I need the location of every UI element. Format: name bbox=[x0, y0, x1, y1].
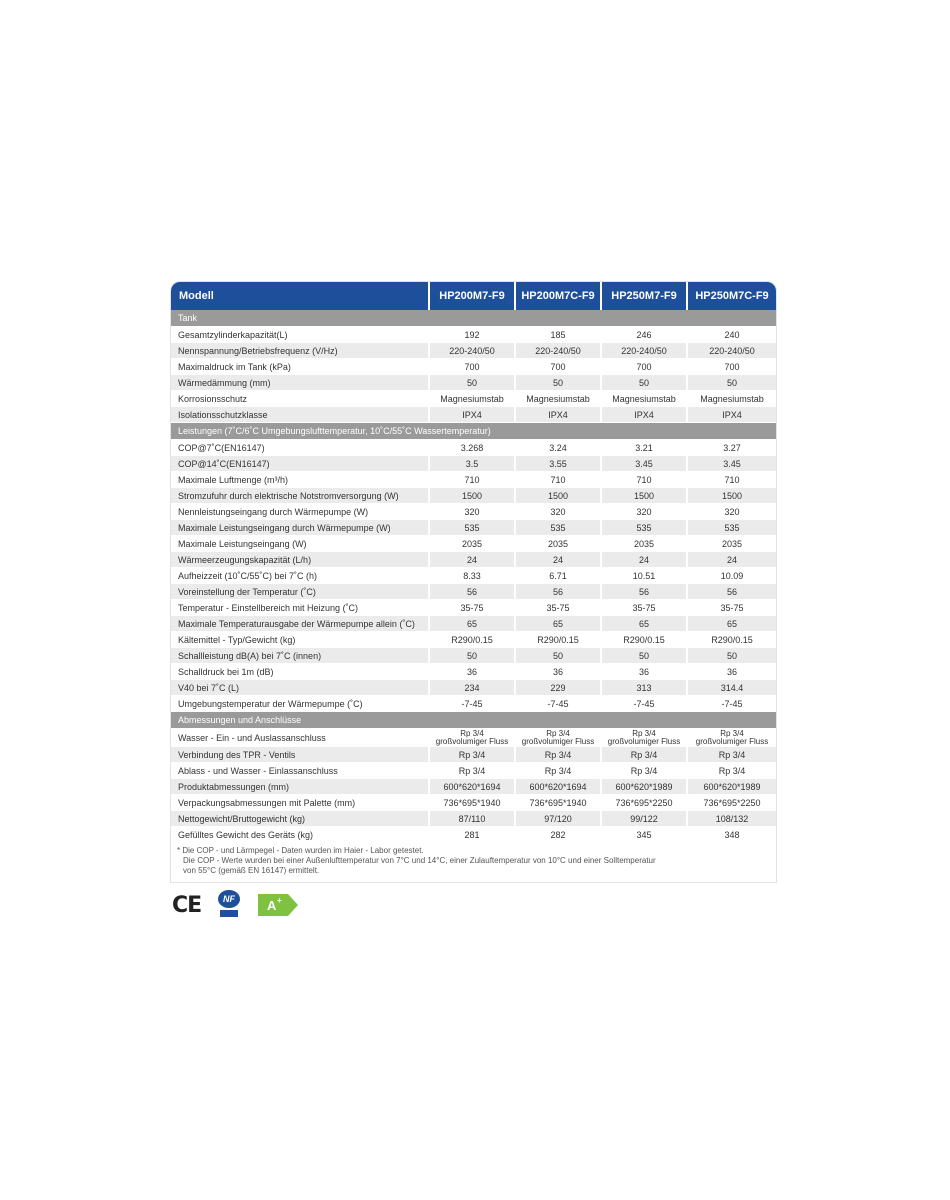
row-value: 710 bbox=[687, 472, 776, 488]
row-value: 320 bbox=[429, 504, 515, 520]
section-header-row bbox=[171, 712, 776, 729]
row-label: Wärmeerzeugungskapazität (L/h) bbox=[171, 552, 429, 568]
row-value: 535 bbox=[429, 520, 515, 536]
row-value: 36 bbox=[687, 664, 776, 680]
row-value: 192 bbox=[429, 327, 515, 343]
footnote-line-2: Die COP - Werte wurden bei einer Außenlufttemperatur von 7°C und 14°C, einer Zulauftemperatur von 10°C und einer Solltemperatur bbox=[183, 856, 656, 865]
row-value: 56 bbox=[429, 584, 515, 600]
row-value: -7-45 bbox=[687, 696, 776, 712]
row-value: 320 bbox=[515, 504, 601, 520]
table-row bbox=[171, 472, 776, 488]
table-row bbox=[171, 488, 776, 504]
row-value: 535 bbox=[515, 520, 601, 536]
row-value: 282 bbox=[515, 827, 601, 843]
row-value: 24 bbox=[515, 552, 601, 568]
section-title: Leistungen (7˚C/6˚C Umgebungslufttemperatur, 10˚C/55˚C Wassertemperatur) bbox=[171, 423, 776, 440]
row-value: 99/122 bbox=[601, 811, 687, 827]
row-value: 2035 bbox=[429, 536, 515, 552]
row-value: 700 bbox=[687, 359, 776, 375]
row-value: 1500 bbox=[601, 488, 687, 504]
row-value bbox=[601, 729, 687, 747]
row-label: Gesamtzylinderkapazität(L) bbox=[171, 327, 429, 343]
row-label: Kältemittel - Typ/Gewicht (kg) bbox=[171, 632, 429, 648]
row-label: Stromzufuhr durch elektrische Notstromversorgung (W) bbox=[171, 488, 429, 504]
row-label: COP@14˚C(EN16147) bbox=[171, 456, 429, 472]
section-title: Abmessungen und Anschlüsse bbox=[171, 712, 776, 729]
row-value: 710 bbox=[515, 472, 601, 488]
row-value: -7-45 bbox=[429, 696, 515, 712]
row-value-main: Rp 3/4 bbox=[546, 728, 570, 738]
nf-mark-icon bbox=[216, 890, 242, 920]
row-value: 35-75 bbox=[429, 600, 515, 616]
row-value bbox=[687, 729, 776, 747]
row-label: Maximale Leistungseingang (W) bbox=[171, 536, 429, 552]
row-value: 2035 bbox=[601, 536, 687, 552]
row-value: IPX4 bbox=[515, 407, 601, 423]
row-value: 3.55 bbox=[515, 456, 601, 472]
table-row bbox=[171, 680, 776, 696]
model-header-3: HP250M7-F9 bbox=[601, 282, 687, 310]
table-row bbox=[171, 632, 776, 648]
row-value: 220-240/50 bbox=[515, 343, 601, 359]
row-value: 50 bbox=[429, 648, 515, 664]
row-value: 320 bbox=[687, 504, 776, 520]
spec-table bbox=[171, 282, 776, 843]
row-value: 220-240/50 bbox=[687, 343, 776, 359]
row-value-main: Rp 3/4 bbox=[720, 728, 744, 738]
table-row bbox=[171, 811, 776, 827]
table-row bbox=[171, 747, 776, 763]
energy-label-icon bbox=[258, 894, 298, 916]
row-value: 700 bbox=[429, 359, 515, 375]
table-row bbox=[171, 648, 776, 664]
row-value: 50 bbox=[515, 648, 601, 664]
row-label: Ablass - und Wasser - Einlassanschluss bbox=[171, 763, 429, 779]
table-row bbox=[171, 664, 776, 680]
row-value-sub: großvolumiger Fluss bbox=[607, 736, 681, 746]
spec-table-body bbox=[171, 310, 776, 843]
row-label: Verpackungsabmessungen mit Palette (mm) bbox=[171, 795, 429, 811]
row-value: 600*620*1989 bbox=[687, 779, 776, 795]
row-value: 56 bbox=[687, 584, 776, 600]
table-row bbox=[171, 327, 776, 343]
footnotes bbox=[171, 843, 776, 882]
row-label: Wärmedämmung (mm) bbox=[171, 375, 429, 391]
row-value: 50 bbox=[687, 648, 776, 664]
row-value: 97/120 bbox=[515, 811, 601, 827]
row-label: Voreinstellung der Temperatur (˚C) bbox=[171, 584, 429, 600]
row-label: Nennleistungseingang durch Wärmepumpe (W) bbox=[171, 504, 429, 520]
table-row bbox=[171, 568, 776, 584]
row-value: 65 bbox=[601, 616, 687, 632]
row-label: Wasser - Ein - und Auslassanschluss bbox=[171, 729, 429, 747]
row-value: 36 bbox=[429, 664, 515, 680]
row-value: 36 bbox=[515, 664, 601, 680]
row-value: 56 bbox=[515, 584, 601, 600]
footnote-line-3: von 55°C (gemäß EN 16147) ermittelt. bbox=[183, 866, 320, 875]
row-label: Schalldruck bei 1m (dB) bbox=[171, 664, 429, 680]
row-value: Magnesiumstab bbox=[687, 391, 776, 407]
row-value: Rp 3/4 bbox=[601, 763, 687, 779]
row-value: Magnesiumstab bbox=[429, 391, 515, 407]
row-value: 24 bbox=[429, 552, 515, 568]
row-value: Magnesiumstab bbox=[601, 391, 687, 407]
table-header-row bbox=[171, 282, 776, 310]
row-value: 50 bbox=[601, 648, 687, 664]
table-row bbox=[171, 616, 776, 632]
row-label: Schallleistung dB(A) bei 7˚C (innen) bbox=[171, 648, 429, 664]
row-value: Rp 3/4 bbox=[601, 747, 687, 763]
row-value: 65 bbox=[429, 616, 515, 632]
row-value: 246 bbox=[601, 327, 687, 343]
row-value: 3.24 bbox=[515, 440, 601, 456]
row-value: 710 bbox=[601, 472, 687, 488]
row-value: 24 bbox=[601, 552, 687, 568]
model-header-label: Modell bbox=[171, 282, 429, 310]
table-row bbox=[171, 763, 776, 779]
energy-class-sup: + bbox=[277, 896, 282, 905]
row-value: Rp 3/4 bbox=[515, 763, 601, 779]
model-header-4: HP250M7C-F9 bbox=[687, 282, 776, 310]
table-row bbox=[171, 407, 776, 423]
table-row bbox=[171, 552, 776, 568]
row-value: 3.268 bbox=[429, 440, 515, 456]
row-value: Rp 3/4 bbox=[429, 763, 515, 779]
row-value: 50 bbox=[429, 375, 515, 391]
row-value: 56 bbox=[601, 584, 687, 600]
row-value: 234 bbox=[429, 680, 515, 696]
row-value: 3.27 bbox=[687, 440, 776, 456]
row-value-main: Rp 3/4 bbox=[632, 728, 656, 738]
row-value: 320 bbox=[601, 504, 687, 520]
row-value: 1500 bbox=[515, 488, 601, 504]
row-value: 24 bbox=[687, 552, 776, 568]
row-label: Maximale Luftmenge (m³/h) bbox=[171, 472, 429, 488]
row-value: Rp 3/4 bbox=[515, 747, 601, 763]
row-label: Maximale Temperaturausgabe der Wärmepumpe allein (˚C) bbox=[171, 616, 429, 632]
section-header-row bbox=[171, 310, 776, 327]
table-row bbox=[171, 729, 776, 747]
section-header-row bbox=[171, 423, 776, 440]
section-title: Tank bbox=[171, 310, 776, 327]
row-value: Rp 3/4 bbox=[687, 763, 776, 779]
row-label: Aufheizzeit (10˚C/55˚C) bei 7˚C (h) bbox=[171, 568, 429, 584]
table-row bbox=[171, 827, 776, 843]
row-label: Gefülltes Gewicht des Geräts (kg) bbox=[171, 827, 429, 843]
row-value: 50 bbox=[515, 375, 601, 391]
row-label: Korrosionsschutz bbox=[171, 391, 429, 407]
row-value: R290/0.15 bbox=[601, 632, 687, 648]
row-value: 1500 bbox=[429, 488, 515, 504]
spec-sheet bbox=[170, 281, 777, 883]
row-value: 535 bbox=[687, 520, 776, 536]
row-value: IPX4 bbox=[429, 407, 515, 423]
row-value: Rp 3/4 bbox=[429, 747, 515, 763]
row-value: 345 bbox=[601, 827, 687, 843]
row-value: 65 bbox=[687, 616, 776, 632]
row-label: Maximale Leistungseingang durch Wärmepumpe (W) bbox=[171, 520, 429, 536]
energy-class-label: A bbox=[267, 898, 277, 913]
table-row bbox=[171, 440, 776, 456]
row-label: Produktabmessungen (mm) bbox=[171, 779, 429, 795]
nf-mark-bar bbox=[220, 910, 238, 917]
row-value-sub: großvolumiger Fluss bbox=[695, 736, 769, 746]
row-value: 313 bbox=[601, 680, 687, 696]
table-row bbox=[171, 375, 776, 391]
row-value: 736*695*1940 bbox=[515, 795, 601, 811]
row-value: 229 bbox=[515, 680, 601, 696]
table-row bbox=[171, 504, 776, 520]
row-label: Verbindung des TPR - Ventils bbox=[171, 747, 429, 763]
table-row bbox=[171, 600, 776, 616]
model-header-2: HP200M7C-F9 bbox=[515, 282, 601, 310]
row-value: -7-45 bbox=[515, 696, 601, 712]
row-value: 600*620*1694 bbox=[515, 779, 601, 795]
row-value: 240 bbox=[687, 327, 776, 343]
row-value: 6.71 bbox=[515, 568, 601, 584]
row-label: COP@7˚C(EN16147) bbox=[171, 440, 429, 456]
row-value: 3.21 bbox=[601, 440, 687, 456]
table-row bbox=[171, 536, 776, 552]
row-value: 50 bbox=[601, 375, 687, 391]
row-value: 220-240/50 bbox=[429, 343, 515, 359]
row-value: 736*695*2250 bbox=[601, 795, 687, 811]
footnote-line-1: * Die COP - und Lärmpegel - Daten wurden im Haier - Labor getestet. bbox=[177, 846, 424, 855]
row-label: Isolationsschutzklasse bbox=[171, 407, 429, 423]
row-label: Umgebungstemperatur der Wärmepumpe (˚C) bbox=[171, 696, 429, 712]
row-value: 2035 bbox=[515, 536, 601, 552]
row-value: 87/110 bbox=[429, 811, 515, 827]
row-label: Temperatur - Einstellbereich mit Heizung (˚C) bbox=[171, 600, 429, 616]
model-header-1: HP200M7-F9 bbox=[429, 282, 515, 310]
row-value: 535 bbox=[601, 520, 687, 536]
row-value: 10.09 bbox=[687, 568, 776, 584]
row-label: Maximaldruck im Tank (kPa) bbox=[171, 359, 429, 375]
row-value: 281 bbox=[429, 827, 515, 843]
row-value: R290/0.15 bbox=[515, 632, 601, 648]
row-value: IPX4 bbox=[601, 407, 687, 423]
row-value: 736*695*1940 bbox=[429, 795, 515, 811]
row-value: Magnesiumstab bbox=[515, 391, 601, 407]
table-row bbox=[171, 520, 776, 536]
row-value: 314.4 bbox=[687, 680, 776, 696]
row-value: 35-75 bbox=[601, 600, 687, 616]
row-value: 710 bbox=[429, 472, 515, 488]
row-label: Nettogewicht/Bruttogewicht (kg) bbox=[171, 811, 429, 827]
row-value: 3.5 bbox=[429, 456, 515, 472]
row-value: 35-75 bbox=[515, 600, 601, 616]
row-value-main: Rp 3/4 bbox=[460, 728, 484, 738]
certification-logos bbox=[170, 893, 310, 917]
row-label: V40 bei 7˚C (L) bbox=[171, 680, 429, 696]
row-value: 736*695*2250 bbox=[687, 795, 776, 811]
row-value: 600*620*1989 bbox=[601, 779, 687, 795]
row-value: 65 bbox=[515, 616, 601, 632]
row-value bbox=[429, 729, 515, 747]
row-value-sub: großvolumiger Fluss bbox=[521, 736, 595, 746]
table-row bbox=[171, 584, 776, 600]
table-row bbox=[171, 359, 776, 375]
row-value: 185 bbox=[515, 327, 601, 343]
row-value: 700 bbox=[515, 359, 601, 375]
table-row bbox=[171, 795, 776, 811]
table-row bbox=[171, 343, 776, 359]
row-value: R290/0.15 bbox=[687, 632, 776, 648]
row-value: R290/0.15 bbox=[429, 632, 515, 648]
table-row bbox=[171, 391, 776, 407]
nf-mark-label: NF bbox=[218, 890, 240, 908]
table-row bbox=[171, 456, 776, 472]
row-value: IPX4 bbox=[687, 407, 776, 423]
table-row bbox=[171, 779, 776, 795]
row-value: 3.45 bbox=[601, 456, 687, 472]
row-value: 35-75 bbox=[687, 600, 776, 616]
row-value: 50 bbox=[687, 375, 776, 391]
row-value: 3.45 bbox=[687, 456, 776, 472]
row-value: 1500 bbox=[687, 488, 776, 504]
row-value: 220-240/50 bbox=[601, 343, 687, 359]
row-value: -7-45 bbox=[601, 696, 687, 712]
row-value: 36 bbox=[601, 664, 687, 680]
row-value: Rp 3/4 bbox=[687, 747, 776, 763]
row-label: Nennspannung/Betriebsfrequenz (V/Hz) bbox=[171, 343, 429, 359]
row-value-sub: großvolumiger Fluss bbox=[435, 736, 509, 746]
row-value: 600*620*1694 bbox=[429, 779, 515, 795]
table-row bbox=[171, 696, 776, 712]
ce-mark-icon: CE bbox=[172, 893, 202, 918]
row-value: 10.51 bbox=[601, 568, 687, 584]
row-value: 700 bbox=[601, 359, 687, 375]
row-value: 348 bbox=[687, 827, 776, 843]
row-value: 8.33 bbox=[429, 568, 515, 584]
row-value: 108/132 bbox=[687, 811, 776, 827]
row-value bbox=[515, 729, 601, 747]
row-value: 2035 bbox=[687, 536, 776, 552]
